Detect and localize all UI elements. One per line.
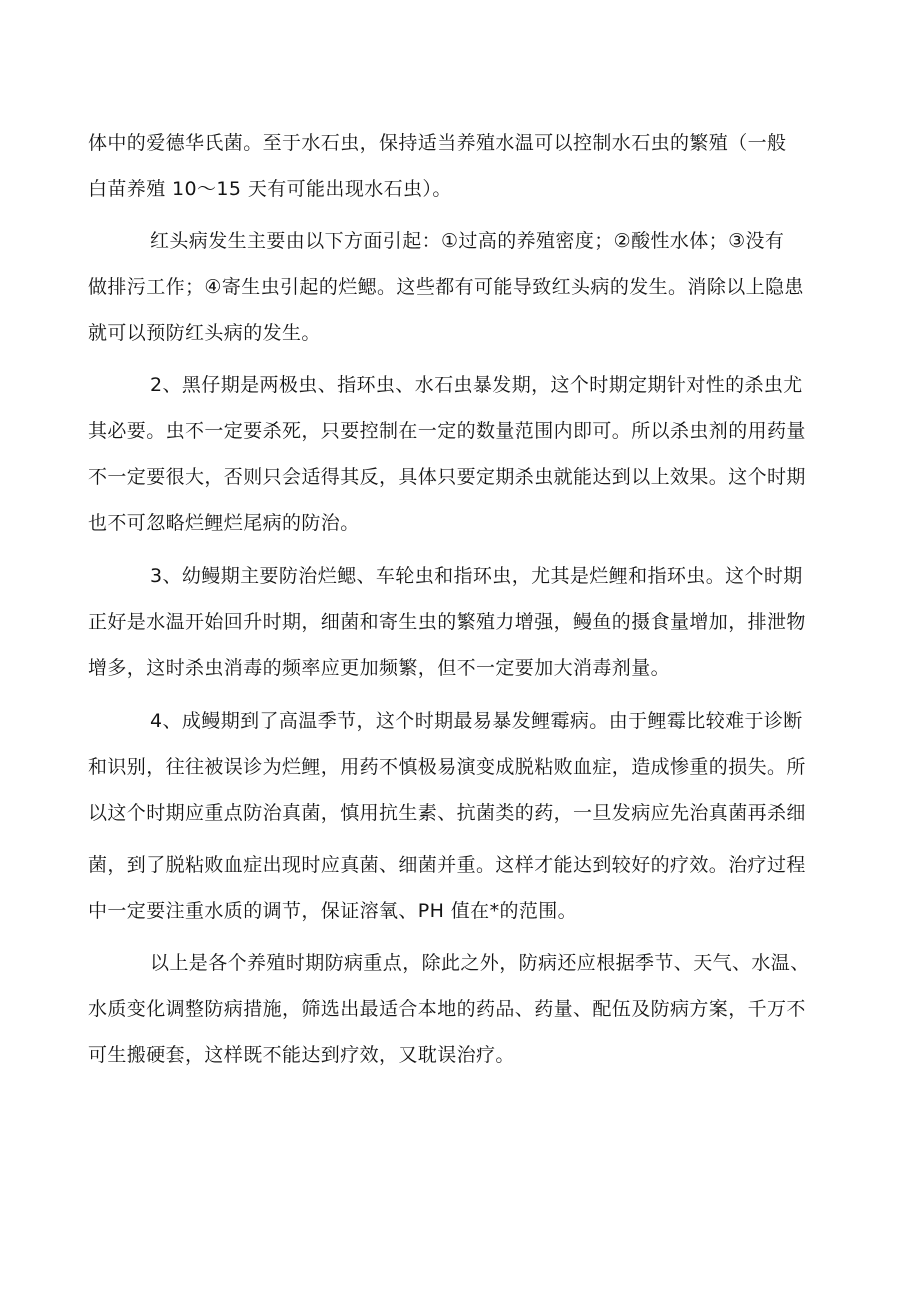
text-line: 也不可忽略烂鲤烂尾病的防治。 (88, 512, 360, 534)
text-line: 以这个时期应重点防治真菌，慎用抗生素、抗菌类的药，一旦发病应先治真菌再杀细 (88, 802, 806, 824)
text-line: 以上是各个养殖时期防病重点，除此之外，防病还应根据季节、天气、水温、 (150, 952, 810, 974)
text-line: 红头病发生主要由以下方面引起：①过高的养殖密度；②酸性水体；③没有 (150, 230, 785, 252)
text-line: 水质变化调整防病措施，筛选出最适合本地的药品、药量、配伍及防病方案，千万不 (88, 998, 806, 1020)
text-line: 白苗养殖 10～15 天有可能出现水石虫）。 (88, 178, 452, 200)
text-line: 3、幼鳗期主要防治烂鳃、车轮虫和指环虫，尤其是烂鲤和指环虫。这个时期 (150, 565, 803, 587)
text-line: 做排污工作；④寄生虫引起的烂鳃。这些都有可能导致红头病的发生。消除以上隐患 (88, 276, 804, 298)
text-line: 菌，到了脱粘败血症出现时应真菌、细菌并重。这样才能达到较好的疗效。治疗过程 (88, 854, 806, 876)
text-line: 4、成鳗期到了高温季节，这个时期最易暴发鲤霉病。由于鲤霉比较难于诊断 (150, 710, 803, 732)
text-line: 中一定要注重水质的调节，保证溶氧、PH 值在*的范围。 (88, 900, 578, 922)
text-line: 体中的爱德华氏菌。至于水石虫，保持适当养殖水温可以控制水石虫的繁殖（一般 (88, 132, 787, 154)
text-line: 2、黑仔期是两极虫、指环虫、水石虫暴发期，这个时期定期针对性的杀虫尤 (150, 374, 803, 396)
text-line: 不一定要很大，否则只会适得其反，具体只要定期杀虫就能达到以上效果。这个时期 (88, 466, 806, 488)
text-line: 和识别，往往被误诊为烂鲤，用药不慎极易演变成脱粘败血症，造成惨重的损失。所 (88, 756, 806, 778)
text-line: 可生搬硬套，这样既不能达到疗效，又耽误治疗。 (88, 1044, 515, 1066)
text-line: 就可以预防红头病的发生。 (88, 322, 321, 344)
text-line: 增多，这时杀虫消毒的频率应更加频繁，但不一定要加大消毒剂量。 (88, 657, 671, 679)
text-line: 正好是水温开始回升时期，细菌和寄生虫的繁殖力增强，鳗鱼的摄食量增加，排泄物 (88, 611, 806, 633)
text-line: 其必要。虫不一定要杀死，只要控制在一定的数量范围内即可。所以杀虫剂的用药量 (88, 420, 806, 442)
